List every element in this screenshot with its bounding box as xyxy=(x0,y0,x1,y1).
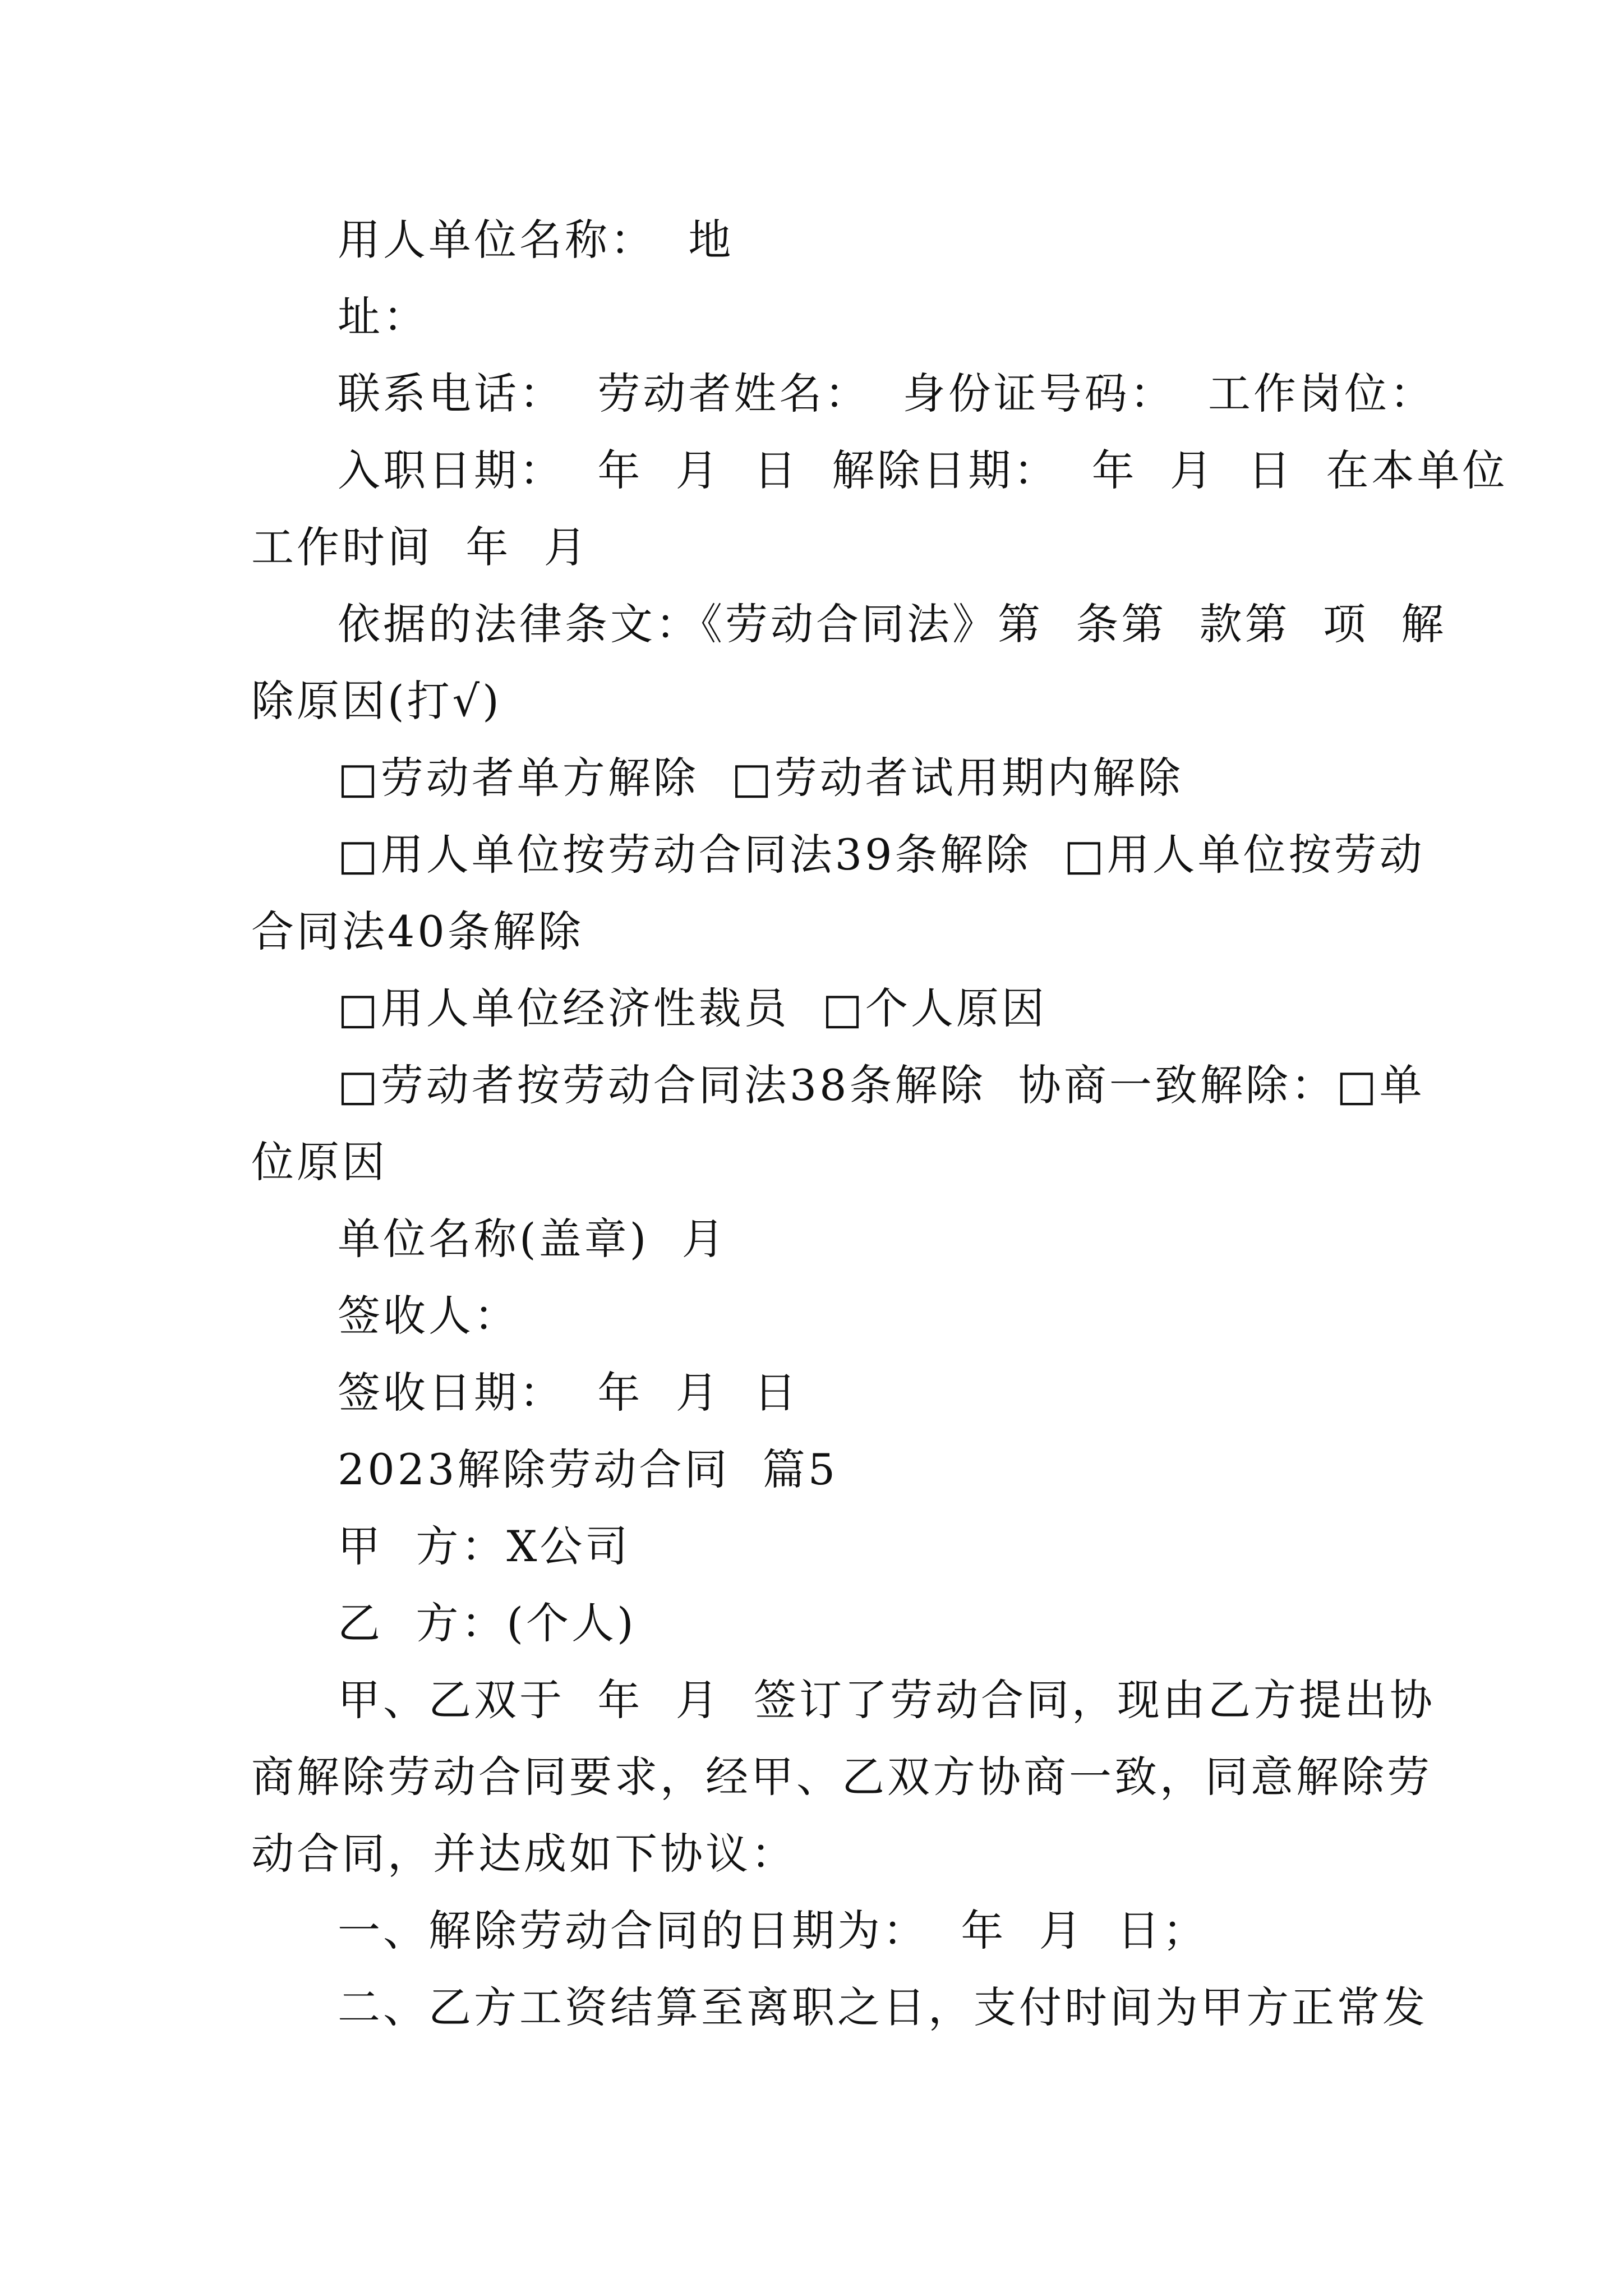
address-line: 址： xyxy=(338,292,428,342)
sign-date-line: 签收日期： 年 月 日 xyxy=(338,1368,799,1418)
reason-options-line-3: □用人单位经济性裁员 □个人原因 xyxy=(338,983,1047,1033)
section-heading: 2023解除劳动合同 篇5 xyxy=(338,1444,838,1494)
party-a-line: 甲 方：X公司 xyxy=(338,1521,631,1571)
agreement-paragraph-line-3: 动合同，并达成如下协议： xyxy=(251,1829,796,1879)
agreement-paragraph-line-1: 甲、乙双于 年 月 签订了劳动合同，现由乙方提出协 xyxy=(338,1675,1435,1725)
reason-options-line-2: □用人单位按劳动合同法39条解除 □用人单位按劳动 xyxy=(338,830,1425,880)
signee-line: 签收人： xyxy=(338,1291,519,1341)
dates-line-continued: 工作时间 年 月 xyxy=(251,522,589,572)
party-b-line: 乙 方：(个人) xyxy=(338,1598,637,1648)
reason-options-line-4: □劳动者按劳动合同法38条解除 协商一致解除：□单 xyxy=(338,1060,1425,1110)
reason-options-line-4-continued: 位原因 xyxy=(251,1137,388,1187)
agreement-paragraph-line-2: 商解除劳动合同要求，经甲、乙双方协商一致，同意解除劳 xyxy=(251,1752,1432,1802)
clause-two-line: 二、乙方工资结算至离职之日，支付时间为甲方正常发 xyxy=(338,1982,1428,2032)
reason-options-line-2-continued: 合同法40条解除 xyxy=(251,907,584,956)
legal-basis-line: 依据的法律条文：《劳动合同法》第 条第 款第 项 解 xyxy=(338,599,1447,649)
dates-line: 入职日期： 年 月 日 解除日期： 年 月 日 在本单位 xyxy=(338,445,1508,495)
employer-name-line: 用人单位名称： 地 xyxy=(338,215,734,265)
legal-basis-line-continued: 除原因(打√) xyxy=(251,676,502,726)
contact-info-line: 联系电话： 劳动者姓名： 身份证号码： 工作岗位： xyxy=(338,369,1435,418)
clause-one-line: 一、解除劳动合同的日期为： 年 月 日； xyxy=(338,1906,1208,1955)
seal-line: 单位名称(盖章) 月 xyxy=(338,1214,727,1264)
reason-options-line-1: □劳动者单方解除 □劳动者试用期内解除 xyxy=(338,753,1183,803)
